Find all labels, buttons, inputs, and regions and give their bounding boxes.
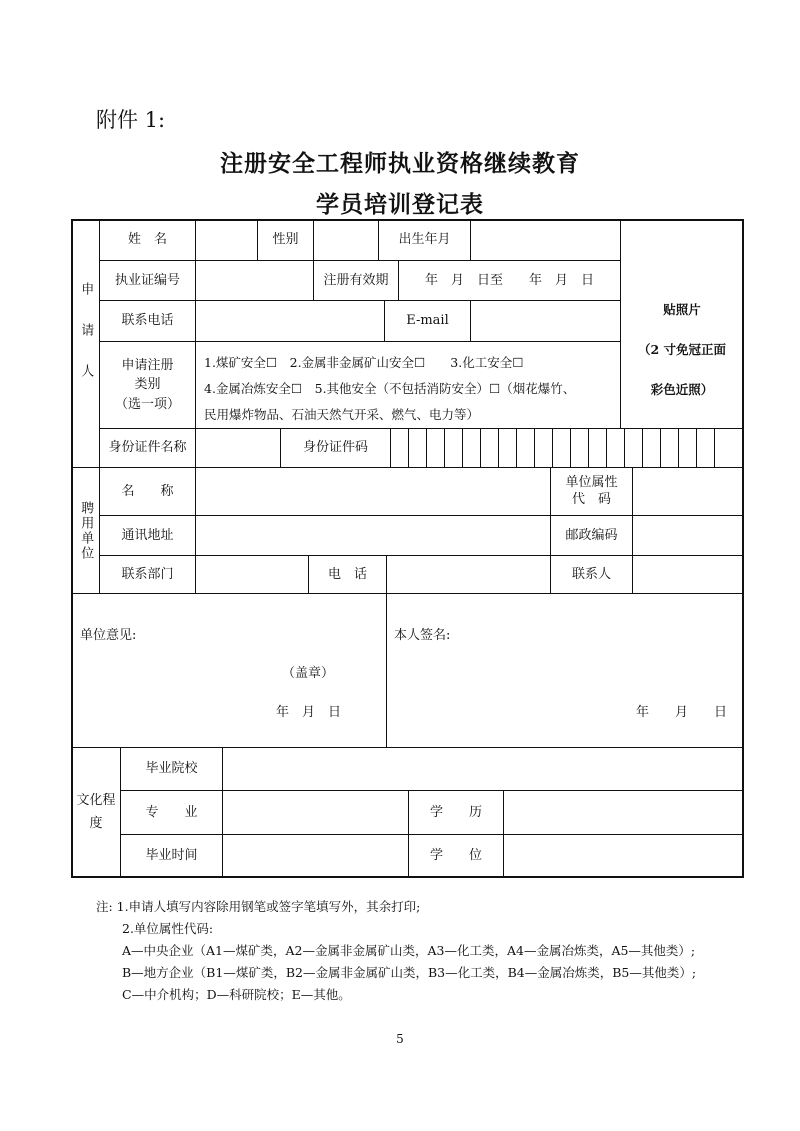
major-label: 专 业: [145, 804, 198, 820]
degree-input[interactable]: [504, 835, 742, 876]
photo-placeholder: 贴照片 （2 寸免冠正面 彩色近照）: [637, 302, 727, 397]
email-input[interactable]: [471, 301, 620, 341]
signature-date: 年 月 日: [636, 705, 728, 720]
reg-valid-label: 注册有效期: [323, 272, 389, 288]
note-line-1: 注: 1.申请人填写内容除用钢笔或签字笔填写外，其余打印;: [96, 899, 421, 914]
form-title-line1: 注册安全工程师执业资格继续教育: [220, 150, 580, 177]
category-label: 申请注册 类别 （选一项）: [114, 357, 180, 412]
employer-name-label: 名 称: [121, 483, 174, 499]
degree-label: 学 位: [429, 847, 482, 863]
employer-section-label: 聘用单位: [78, 500, 94, 561]
address-label: 通讯地址: [121, 527, 174, 543]
contact-input[interactable]: [633, 556, 742, 593]
postcode-label: 邮政编码: [565, 527, 618, 543]
gender-input[interactable]: [314, 220, 378, 260]
reg-valid-value[interactable]: 年 月 日至 年 月 日: [424, 272, 594, 288]
postcode-input[interactable]: [633, 516, 742, 555]
phone-input[interactable]: [196, 301, 384, 341]
id-type-label: 身份证件名称: [108, 440, 187, 456]
tel-input[interactable]: [387, 556, 550, 593]
grad-time-input[interactable]: [223, 835, 408, 876]
employer-name-input[interactable]: [196, 468, 550, 515]
unit-attr-input[interactable]: [633, 468, 742, 515]
dept-label: 联系部门: [121, 566, 174, 582]
school-label: 毕业院校: [145, 761, 198, 777]
education-section-label: 文化程度: [76, 792, 116, 831]
id-no-label: 身份证件码: [302, 440, 368, 456]
name-label: 姓 名: [127, 232, 167, 248]
birth-input[interactable]: [471, 220, 620, 260]
id-no-input[interactable]: [391, 429, 742, 467]
page-number: 5: [396, 1032, 404, 1046]
category-line-2[interactable]: 4.金属冶炼安全☐ 5.其他安全（不包括消防安全）☐（烟花爆竹、: [204, 381, 576, 396]
gender-label: 性别: [272, 232, 299, 248]
category-options[interactable]: [204, 350, 624, 428]
note-line-2: 2.单位属性代码:: [122, 921, 214, 936]
birth-label: 出生年月: [398, 232, 451, 248]
degree-level-label: 学 历: [429, 804, 482, 820]
unit-attr-label: 单位属性 代 码: [565, 474, 618, 507]
applicant-section-label: 申请人: [78, 282, 94, 405]
cert-no-input[interactable]: [196, 261, 313, 300]
note-line-4: B—地方企业（B1—煤矿类，B2—金属非金属矿山类，B3—化工类，B4—金属冶炼类，B5—其他类）;: [122, 965, 697, 980]
grad-time-label: 毕业时间: [145, 847, 198, 863]
dept-input[interactable]: [196, 556, 308, 593]
tel-label: 电 话: [327, 566, 367, 582]
unit-opinion-label: 单位意见:: [80, 628, 137, 643]
school-input[interactable]: [223, 748, 742, 790]
address-input[interactable]: [196, 516, 550, 555]
email-label: E-mail: [406, 313, 449, 329]
phone-label: 联系电话: [121, 313, 174, 329]
signature-label: 本人签名:: [394, 628, 451, 643]
degree-level-input[interactable]: [504, 791, 742, 834]
cert-no-label: 执业证编号: [114, 272, 180, 288]
form-title-line2: 学员培训登记表: [316, 191, 484, 218]
category-line-1[interactable]: 1.煤矿安全☐ 2.金属非金属矿山安全☐ 3.化工安全☐: [204, 355, 524, 370]
stamp-label: （盖章）: [282, 666, 335, 681]
category-line-3[interactable]: 民用爆炸物品、石油天然气开采、燃气、电力等）: [204, 407, 480, 422]
note-line-3: A—中央企业（A1—煤矿类，A2—金属非金属矿山类，A3—化工类，A4—金属冶炼类，A5—其他类）;: [122, 943, 696, 958]
attachment-label: 附件 1:: [96, 108, 166, 132]
id-type-input[interactable]: [196, 429, 280, 467]
name-input[interactable]: [196, 220, 257, 260]
contact-label: 联系人: [571, 566, 611, 582]
note-line-5: C—中介机构；D—科研院校；E—其他。: [122, 987, 351, 1002]
major-input[interactable]: [223, 791, 408, 834]
unit-opinion-date: 年 月 日: [276, 705, 342, 720]
